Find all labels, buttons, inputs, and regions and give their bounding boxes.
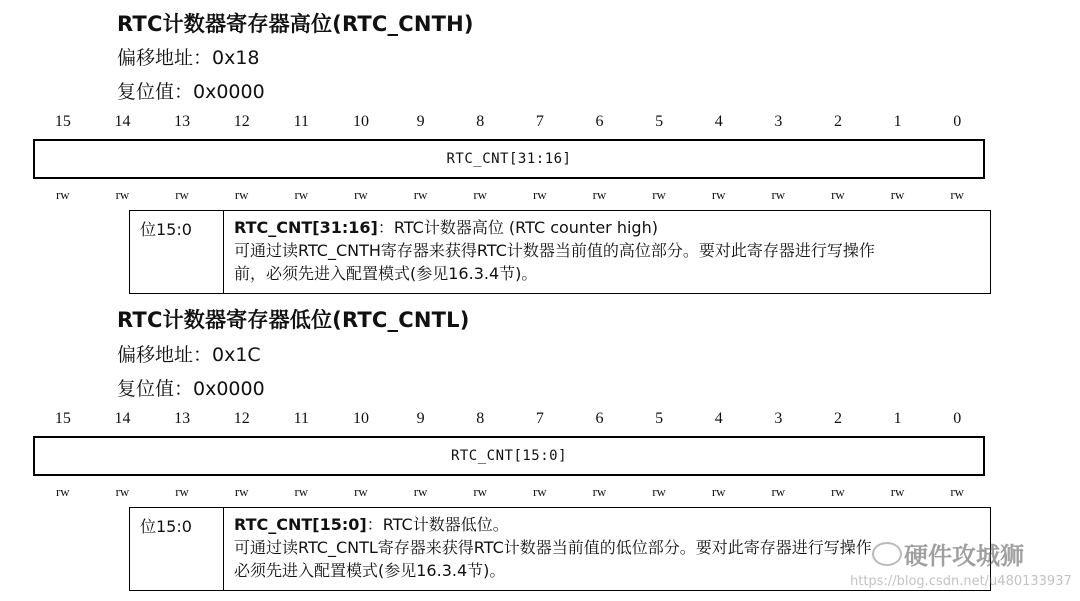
bit-number: 6 (595, 410, 604, 427)
section2-reset (117, 374, 265, 401)
bit-number: 14 (114, 113, 131, 130)
access-label: rw (532, 187, 547, 202)
bit-number: 10 (352, 410, 369, 427)
section2-bit-range: 位15:0 (130, 508, 224, 590)
section2-register-field-box (33, 436, 985, 476)
section1-offset (117, 43, 260, 70)
section1-access-row (33, 187, 987, 203)
access-label: rw (175, 484, 189, 499)
bit-number: 13 (174, 410, 191, 427)
access-label: rw (413, 187, 428, 202)
bit-number: 5 (655, 113, 664, 130)
bit-number: 9 (416, 410, 425, 427)
section1-offset-label: 偏移地址： (117, 47, 213, 69)
bit-number: 1 (893, 113, 902, 130)
bit-number: 13 (174, 113, 191, 130)
section2-desc-summary: ：RTC计数器低位。 (366, 515, 509, 534)
bit-number: 7 (535, 113, 544, 130)
access-label: rw (354, 484, 368, 499)
bit-number: 0 (953, 410, 962, 427)
access-label: rw (294, 484, 309, 499)
access-label: rw (711, 484, 726, 499)
bit-number: 0 (953, 113, 962, 130)
access-label: rw (950, 484, 965, 499)
bit-number: 11 (293, 113, 310, 130)
access-label: rw (175, 187, 189, 202)
access-label: rw (473, 187, 488, 202)
section2-desc-field: RTC_CNT[15:0] (234, 515, 367, 534)
section1-reset (117, 77, 265, 104)
section1-register-field-box (33, 139, 985, 179)
access-label: rw (831, 484, 845, 499)
section1-reset-value: 0x0000 (193, 81, 265, 103)
watermark-text: 硬件攻城狮 (904, 542, 1024, 570)
access-label: rw (115, 484, 130, 499)
bit-number: 8 (476, 113, 485, 130)
section2-title: RTC计数器寄存器低位(RTC_CNTL) (117, 308, 470, 332)
section2-reset-label: 复位值： (117, 378, 194, 400)
bit-number: 3 (774, 113, 783, 130)
access-label: rw (413, 484, 428, 499)
bit-number: 3 (774, 410, 783, 427)
access-label: rw (592, 187, 607, 202)
access-label: rw (294, 187, 309, 202)
section1-field-name: RTC_CNT[31:16] (446, 151, 572, 167)
bit-number: 11 (293, 410, 310, 427)
access-label: rw (55, 484, 70, 499)
section1-desc-line2: 前，必须先进入配置模式(参见16.3.4节)。 (234, 264, 538, 283)
bit-number: 6 (595, 113, 604, 130)
access-label: rw (354, 187, 368, 202)
access-label: rw (950, 187, 965, 202)
section1-desc-head (234, 216, 980, 239)
section2-reset-value: 0x0000 (193, 378, 265, 400)
access-label: rw (771, 187, 786, 202)
bit-number: 14 (114, 410, 131, 427)
section1-title: RTC计数器寄存器高位(RTC_CNTH) (117, 12, 474, 36)
section1-offset-value: 0x18 (212, 47, 260, 69)
access-label: rw (592, 484, 607, 499)
access-label: rw (652, 187, 666, 202)
access-label: rw (532, 484, 547, 499)
bit-number: 8 (476, 410, 485, 427)
access-label: rw (115, 187, 130, 202)
section2-offset-label: 偏移地址： (117, 344, 213, 366)
bit-number: 2 (833, 113, 842, 130)
access-label: rw (831, 187, 845, 202)
bit-number: 4 (714, 410, 723, 427)
access-label: rw (234, 484, 249, 499)
section1-desc-field: RTC_CNT[31:16] (234, 218, 378, 237)
bit-number: 12 (233, 410, 250, 427)
section1-description (224, 211, 990, 293)
bit-number: 15 (54, 410, 71, 427)
section2-access-row (33, 484, 987, 500)
access-label: rw (890, 187, 905, 202)
section1-reset-label: 复位值： (117, 81, 194, 103)
access-label: rw (55, 187, 70, 202)
bit-number: 12 (233, 113, 250, 130)
access-label: rw (652, 484, 666, 499)
section1-bit-range: 位15:0 (130, 211, 224, 293)
access-label: rw (890, 484, 905, 499)
section2-desc-line1: 可通过读RTC_CNTL寄存器来获得RTC计数器当前值的低位部分。要对此寄存器进行写操作 (234, 538, 872, 557)
section1-desc-summary: ：RTC计数器高位 (RTC counter high) (377, 218, 658, 237)
access-label: rw (473, 484, 488, 499)
section2-field-name: RTC_CNT[15:0] (450, 448, 568, 464)
bit-number: 2 (833, 410, 842, 427)
bit-number: 7 (535, 410, 544, 427)
bit-number: 5 (655, 410, 664, 427)
section2-offset (117, 340, 261, 367)
bit-number: 10 (352, 113, 369, 130)
bit-number: 9 (416, 113, 425, 130)
bit-number: 4 (714, 113, 723, 130)
bit-number: 1 (893, 410, 902, 427)
section1-description-table (129, 210, 991, 294)
access-label: rw (771, 484, 786, 499)
bit-number: 15 (54, 113, 71, 130)
access-label: rw (711, 187, 726, 202)
section2-offset-value: 0x1C (212, 344, 261, 366)
section2-bit-numbers (33, 410, 987, 430)
section2-desc-head (234, 513, 980, 536)
access-label: rw (234, 187, 249, 202)
section1-bit-numbers (33, 113, 987, 133)
wechat-icon (872, 542, 902, 566)
watermark-url: https://blog.csdn.net/u480133937 (850, 574, 1072, 589)
section1-desc-line1: 可通过读RTC_CNTH寄存器来获得RTC计数器当前值的高位部分。要对此寄存器进行写操作 (234, 241, 875, 260)
section2-desc-line2: 必须先进入配置模式(参见16.3.4节)。 (234, 561, 506, 580)
